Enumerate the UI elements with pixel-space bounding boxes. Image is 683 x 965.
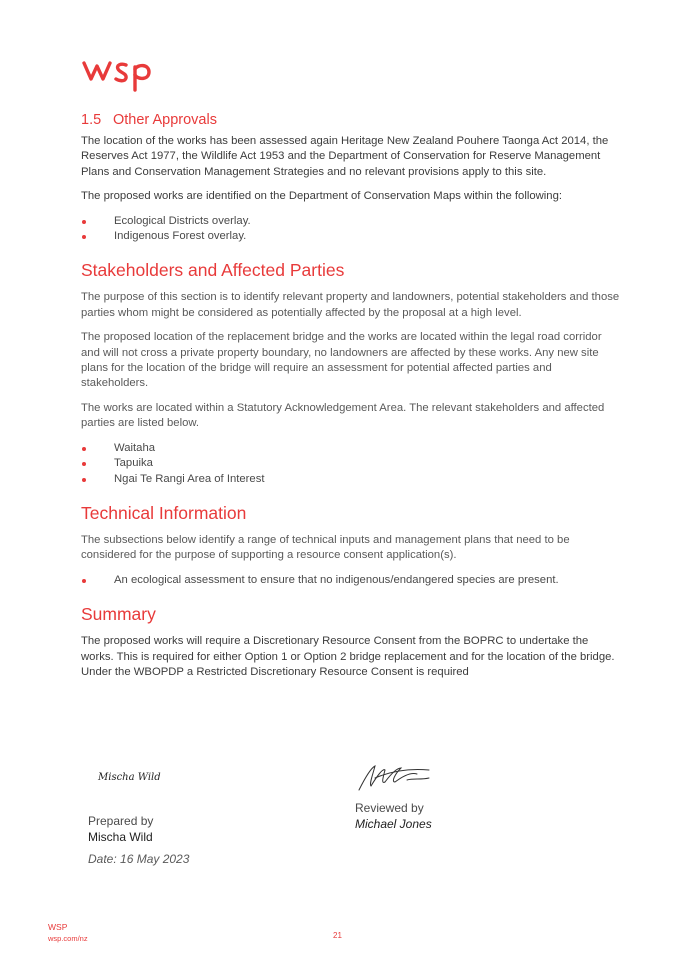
prepared-label: Prepared by [88, 814, 154, 828]
list-item: Waitaha [81, 441, 621, 456]
prepared-signature: Mischa Wild [98, 772, 161, 783]
reviewed-label: Reviewed by [355, 801, 424, 815]
technical-heading: Technical Information [81, 502, 247, 523]
bullet-icon [82, 447, 86, 451]
section-number: 1.5 [81, 112, 102, 128]
page-number: 21 [333, 931, 342, 940]
list-item: Ecological Districts overlay. [81, 214, 621, 229]
other-approvals-paragraph-1: The location of the works has been assessed again Heritage New Zealand Pouhere Taonga Act 2014, the Reserves Act 1977, the Wildlife Act 1953 and the Department of Conservation for Reserve Management Plans and Conservation Management Strategies and no relevant provisions apply to this site. [81, 135, 609, 178]
bullet-icon [82, 220, 86, 224]
other-approvals-paragraph-2: The proposed works are identified on the Department of Conservation Maps within the following: [81, 190, 563, 203]
reviewed-name: Michael Jones [355, 817, 432, 831]
stakeholders-heading: Stakeholders and Affected Parties [81, 260, 345, 281]
reviewed-by-block [355, 760, 435, 831]
wsp-logo [82, 56, 156, 97]
bullet-icon [82, 478, 86, 482]
footer-url: wsp.com/nz [48, 934, 88, 943]
bullet-icon [82, 579, 86, 583]
prepared-by-block [88, 760, 189, 866]
stakeholders-paragraph-3: The works are located within a Statutory Acknowledgement Area. The relevant stakeholders and affected parties are listed below. [81, 401, 605, 430]
list-item: Ngai Te Rangi Area of Interest [81, 472, 621, 487]
wsp-logo-mark [82, 56, 156, 92]
document-body [81, 112, 621, 689]
technical-paragraph-1: The subsections below identify a range of technical inputs and management plans that need to be considered for the purpose of supporting a resource consent application(s). [81, 533, 570, 562]
stakeholders-paragraph-2: The proposed location of the replacement bridge and the works are located within the legal road corridor and will not cross a private property boundary, no landowners are affected by these works. Any new site plans for the location of the bridge will require an assessment for potential affected parties and stakeholders. [81, 331, 602, 390]
summary-heading: Summary [81, 604, 156, 625]
bullet-icon [82, 235, 86, 239]
footer-company-name: WSP [48, 922, 68, 932]
list-item: An ecological assessment to ensure that no indigenous/endangered species are present. [81, 573, 621, 588]
section-title: Other Approvals [113, 112, 217, 128]
summary-paragraph-1: The proposed works will require a Discretionary Resource Consent from the BOPRC to undertake the works. This is required for either Option 1 or Option 2 bridge replacement and for the location of the bridge. Under the WBOPDP a Restricted Discretionary Resource Consent is required [81, 635, 615, 678]
overlay-list [81, 214, 621, 245]
technical-list [81, 573, 621, 588]
reviewer-signature [355, 760, 435, 794]
list-item: Tapuika [81, 456, 621, 471]
list-item: Indigenous Forest overlay. [81, 229, 621, 244]
signoff-block [0, 760, 683, 870]
stakeholders-paragraph-1: The purpose of this section is to identify relevant property and landowners, potential stakeholders and those parties whom might be considered as potentially affected by the proposal at a high level. [81, 291, 620, 319]
signoff-date: Date: 16 May 2023 [88, 852, 190, 866]
stakeholders-list [81, 441, 621, 487]
prepared-name: Mischa Wild [88, 830, 153, 844]
section-1-5-heading [81, 112, 621, 128]
bullet-icon [82, 462, 86, 466]
footer-company [48, 922, 88, 944]
